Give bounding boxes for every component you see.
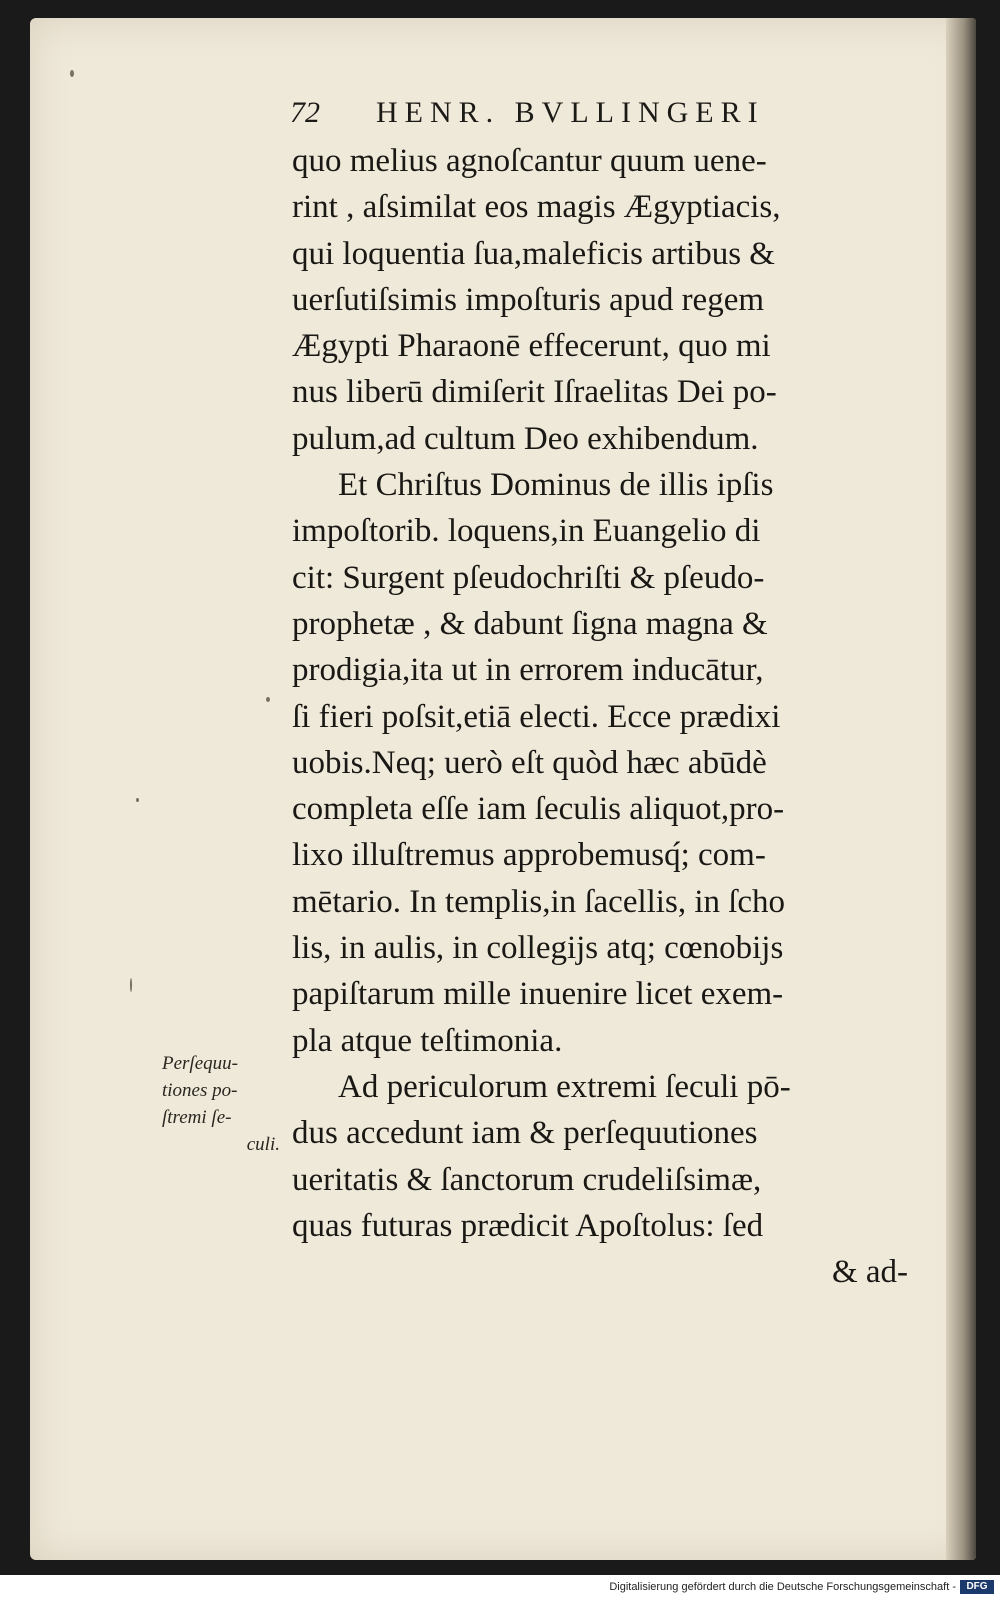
text-line: impoſtorib. loquens,in Euangelio di	[292, 513, 761, 550]
text-line: lis, in aulis, in collegijs atq; cœnobijs	[292, 930, 784, 967]
marginal-note-line: ſtremi ſe-	[162, 1107, 232, 1128]
page-edge	[946, 18, 976, 1560]
text-line: pla atque teſtimonia.	[292, 1022, 563, 1059]
dfg-logo: DFG	[960, 1580, 994, 1594]
marginal-note	[162, 1050, 284, 1158]
text-line: nus liberū dimiſerit Iſraelitas Dei po-	[292, 374, 777, 411]
paper-speck	[130, 978, 132, 992]
text-line: cit: Surgent pſeudochriſti & pſeudo-	[292, 559, 765, 596]
footer-credit: Digitalisierung gefördert durch die Deutsche Forschungsgemeinschaft -	[609, 1581, 956, 1593]
digitization-footer	[0, 1575, 1000, 1600]
paper-speck	[136, 798, 139, 802]
marginal-note-line: culi.	[246, 1134, 280, 1155]
text-line: completa eſſe iam ſeculis aliquot,pro-	[292, 791, 785, 828]
text-line: uerſutiſsimis impoſturis apud regem	[292, 281, 765, 318]
text-line: prodigia,ita ut in errorem inducātur,	[292, 652, 764, 689]
text-line: rint , aſsimilat eos magis Ægyptiacis,	[292, 189, 781, 226]
catchword: & ad-	[831, 1254, 908, 1291]
text-line: mētario. In templis,in ſacellis, in ſcho	[292, 883, 786, 920]
text-line: pulum,ad cultum Deo exhibendum.	[292, 420, 759, 457]
text-line: papiſtarum mille inuenire licet exem-	[292, 976, 784, 1013]
text-line: lixo illuſtremus approbemusq́; com-	[292, 837, 766, 874]
text-line: quas futuras prædicit Apoſtolus: ſed	[292, 1207, 764, 1244]
marginal-note-line: tiones po-	[162, 1080, 238, 1101]
text-line: quo melius agnoſcantur quum uene-	[292, 143, 767, 179]
text-line: ueritatis & ſanctorum crudeliſsimæ,	[292, 1161, 762, 1198]
text-line: qui loquentia ſua,maleficis artibus &	[292, 235, 775, 272]
text-line: Ægypti Pharaonē effecerunt, quo mi	[292, 328, 771, 365]
running-title: HENR. BVLLINGERI	[376, 96, 765, 129]
text-line: ſi fieri poſsit,etiā electi. Ecce prædixi	[292, 698, 781, 735]
text-line: uobis.Neq; uerò eſt quòd hæc abūdè	[292, 744, 767, 781]
text-line: dus accedunt iam & perſequutiones	[292, 1115, 758, 1152]
text-line: Et Chriſtus Dominus de illis ipſis	[338, 467, 774, 504]
page-number: 72	[290, 96, 320, 129]
text-line: prophetæ , & dabunt ſigna magna &	[292, 605, 768, 642]
paper-speck	[266, 697, 270, 702]
running-header	[290, 96, 910, 136]
marginal-note-line: Perſequu-	[162, 1053, 238, 1074]
body-text	[292, 138, 924, 1295]
text-line: Ad periculorum extremi ſeculi pō-	[338, 1068, 791, 1105]
paper-speck	[70, 70, 74, 77]
